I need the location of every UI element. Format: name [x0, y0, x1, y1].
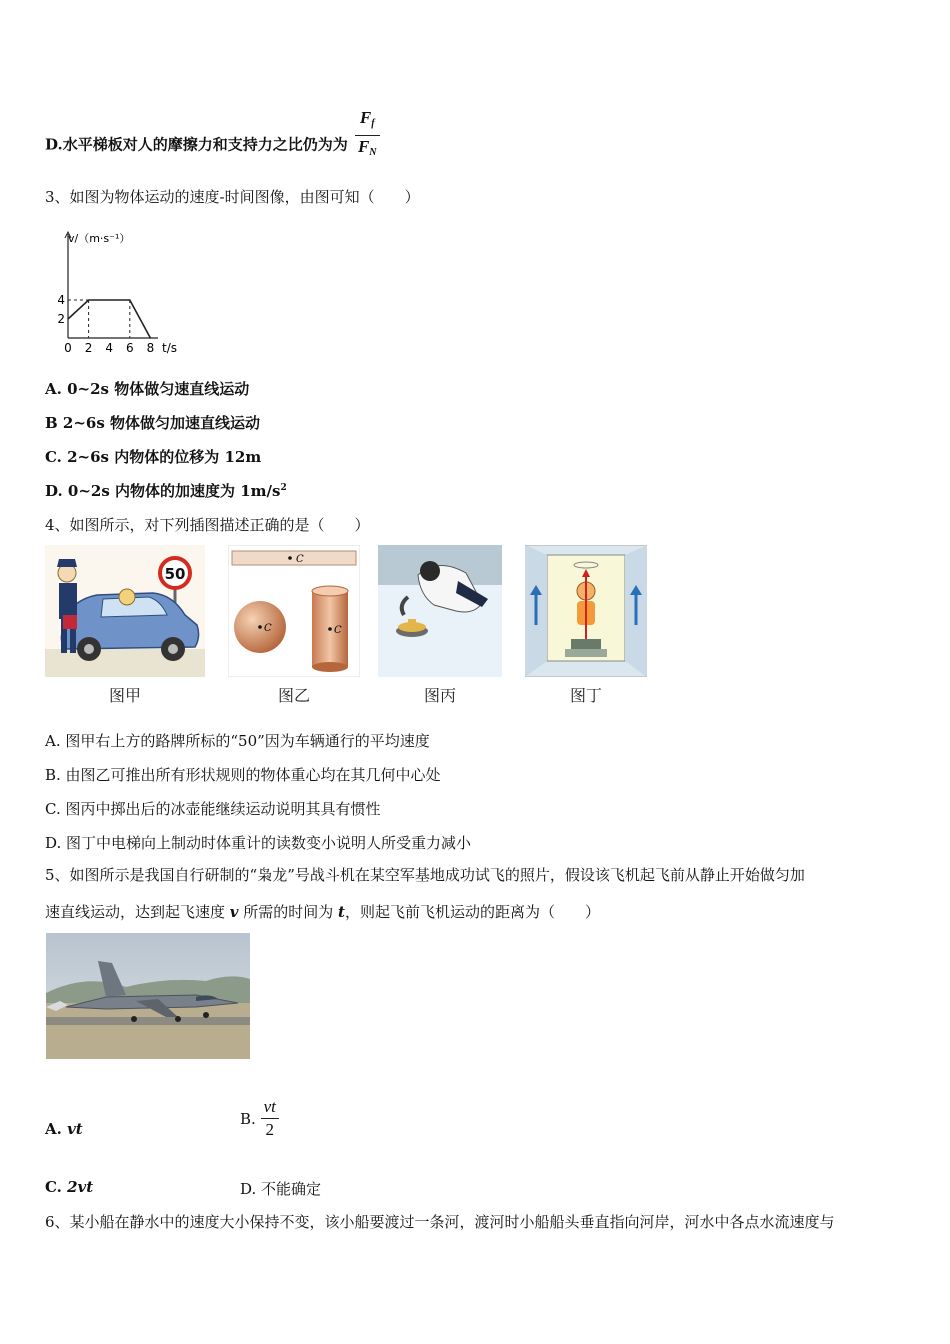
x-axis-label: t/s [162, 341, 177, 355]
velocity-time-graph [54, 226, 194, 360]
q4-stem: 4、如图所示，对下列插图描述正确的是（ ） [45, 516, 370, 534]
x-tick-label: 0 [64, 341, 72, 355]
caption-bing: 图丙 [423, 686, 456, 705]
label-c-rod: C [296, 554, 304, 565]
q4-option-d[interactable]: D. 图丁中电梯向上制动时体重计的读数变小说明人所受重力减小 [45, 834, 472, 852]
q6-stem-line1: 6、某小船在静水中的速度大小保持不变，该小船要渡过一条河，渡河时小船船头垂直指向河岸，河水中各点水流速度与 [45, 1213, 835, 1231]
q5-option-c[interactable]: C. 2vt [45, 1178, 94, 1196]
vt-over-2-fraction: $\frac{vt}{2}$ [261, 1096, 279, 1141]
label-c-cylinder: C [334, 625, 342, 636]
q2-option-d [45, 108, 380, 164]
caption-ding: 图丁 [569, 686, 602, 705]
vt-guides [68, 300, 130, 338]
vt-axes [65, 232, 158, 338]
figure-yi-center-of-gravity [228, 545, 360, 677]
x-tick-label: 2 [84, 341, 93, 355]
q3-option-c[interactable]: C. 2~6s 内物体的位移为 12m [45, 448, 262, 466]
jet-fighter-photo [46, 933, 250, 1059]
vt-ticks [57, 293, 154, 355]
q3-option-b[interactable]: B 2~6s 物体做匀加速直线运动 [45, 414, 261, 432]
y-tick-label: 2 [57, 312, 65, 326]
q3-stem: 3、如图为物体运动的速度-时间图像，由图可知（ ） [45, 188, 420, 206]
speed-limit-value: 50 [164, 565, 186, 583]
q5-option-a[interactable]: A. vt [45, 1120, 83, 1138]
x-tick-label: 8 [146, 341, 155, 355]
q4-option-a[interactable]: A. 图甲右上方的路牌所标的“50”因为车辆通行的平均速度 [45, 732, 430, 750]
q5-option-b[interactable]: B. $\frac{vt}{2}$ [240, 1096, 279, 1141]
figure-ding-elevator [525, 545, 647, 677]
caption-yi: 图乙 [277, 686, 310, 705]
friction-ratio-fraction: $\frac{F_f}{F_N}$ [355, 107, 380, 164]
scale-icon [571, 639, 601, 649]
vt-series [68, 300, 150, 338]
rod-icon [232, 551, 356, 565]
q4-option-b[interactable]: B. 由图乙可推出所有形状规则的物体重心均在其几何中心处 [45, 766, 441, 784]
q5-option-d[interactable]: D. 不能确定 [240, 1180, 322, 1198]
q5-stem-line1: 5、如图所示是我国自行研制的“枭龙”号战斗机在某空军基地成功试飞的照片，假设该飞机起飞前从静止开始做匀加 [45, 866, 805, 884]
driver-icon [119, 589, 135, 605]
q4-option-c[interactable]: C. 图丙中掷出后的冰壶能继续运动说明其具有惯性 [45, 800, 381, 818]
x-tick-label: 4 [105, 341, 114, 355]
y-tick-label: 4 [57, 293, 65, 307]
q2-option-d-text: D.水平梯板对人的摩擦力和支持力之比仍为为 [45, 135, 348, 154]
x-tick-label: 6 [125, 341, 134, 355]
vt-series-line [68, 300, 150, 338]
figure-jia-car-speed-sign [45, 545, 205, 677]
q3-option-d[interactable]: D. 0~2s 内物体的加速度为 $1m/s^2$ [45, 482, 287, 500]
q5-stem-line2: 速直线运动，达到起飞速度 v 所需的时间为 t，则起飞前飞机运动的距离为（ ） [45, 903, 600, 921]
label-c-sphere: C [264, 623, 272, 634]
y-axis-label: v/（m·s⁻¹） [68, 232, 131, 245]
figure-bing-curling [378, 545, 502, 677]
caption-jia: 图甲 [108, 686, 141, 705]
q3-option-a[interactable]: A. 0~2s 物体做匀速直线运动 [45, 380, 250, 398]
